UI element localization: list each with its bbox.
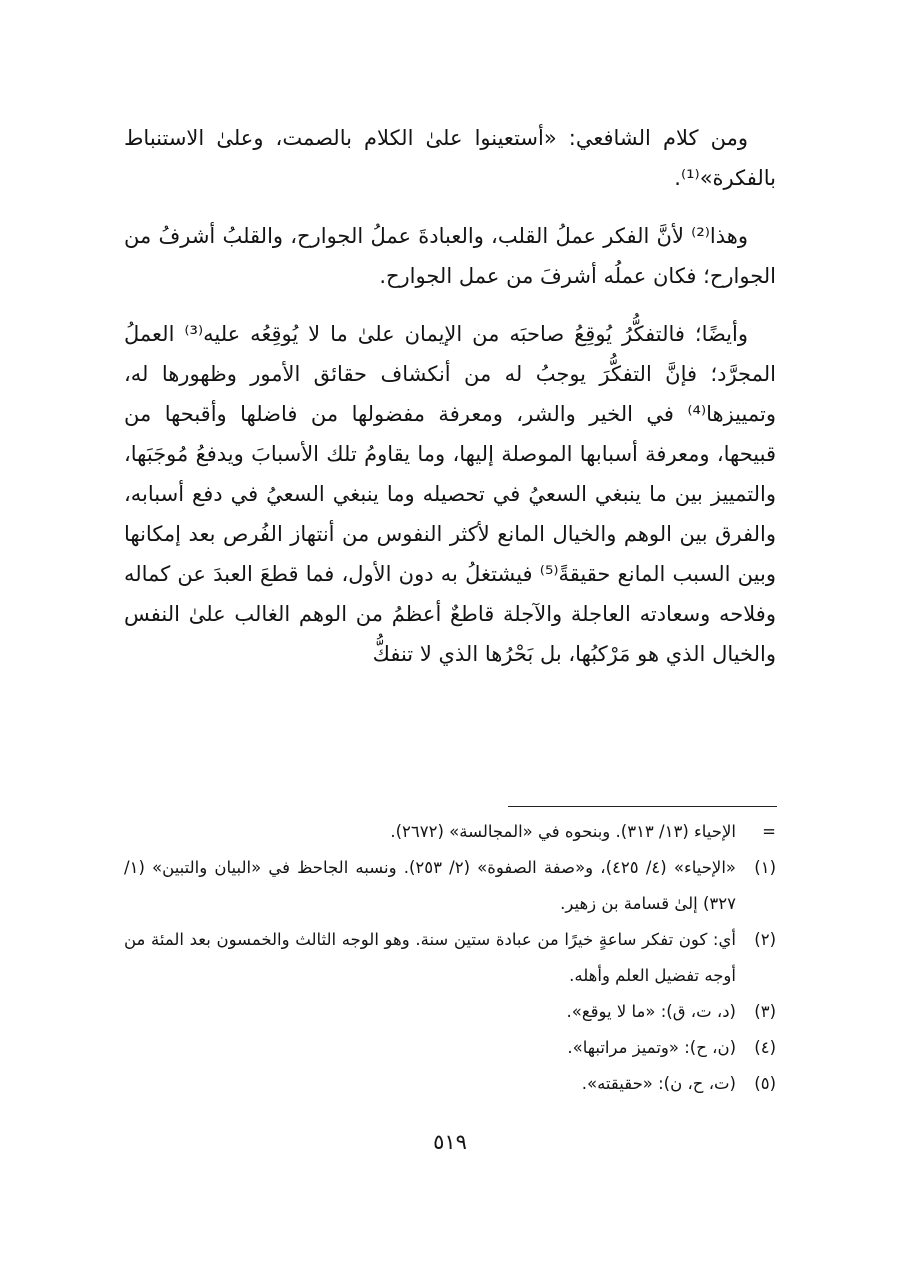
footnote-text: (د، ت، ق): «ما لا يوقع».: [566, 1002, 736, 1021]
footnotes: [124, 814, 776, 1102]
footnote-marker: =: [762, 822, 776, 841]
footnote-number: (٢): [754, 930, 776, 949]
page-number: ٥١٩: [433, 1130, 467, 1154]
footnote-number: (٤): [754, 1038, 776, 1057]
footnote-text: الإحياء (١٣/ ٣١٣). وبنحوه في «المجالسة» (٢٦٧٢).: [390, 822, 736, 841]
paragraph: وهذا⁽²⁾ لأنَّ الفكر عملُ القلب، والعبادةَ عملُ الجوارح، والقلبُ أشرفُ من الجوارح؛ فكان عملُه أشرفَ من عمل الجوارح.: [124, 224, 776, 288]
footnote-item: [124, 922, 776, 994]
footnote-item: [124, 1030, 776, 1066]
footnote-item: [124, 994, 776, 1030]
footnote-item: [124, 1066, 776, 1102]
footnote-continuation: [124, 814, 776, 850]
footnote-text: «الإحياء» (٤/ ٤٢٥)، و«صفة الصفوة» (٢/ ٢٥٣). ونسبه الجاحظ في «البيان والتبين» (١/ ٣٢٧) إلىٰ قسامة بن زهير.: [124, 858, 736, 913]
footnote-number: (٥): [754, 1074, 776, 1093]
footnote-number: (٣): [754, 1002, 776, 1021]
footnote-number: (١): [754, 858, 776, 877]
paragraph: وأيضًا؛ فالتفكُّرُ يُوقِعُ صاحبَه من الإيمان علىٰ ما لا يُوقِعُه عليه⁽³⁾ العملُ المجرَّد؛ فإنَّ التفكُّرَ يوجبُ له من أنكشاف حقائق الأمور وظهورها له، وتمييزها⁽⁴⁾ في الخير والشر، ومعرفة مفضولها من فاضلها وأقبحها من قبيحها، ومعرفة أسبابها الموصلة إليها، وما يقاومُ تلك الأسبابَ ويدفعُ مُوجَبَها، والتمييز بين ما ينبغي السعيُ في تحصيله وما ينبغي السعيُ في دفع أسبابه، والفرق بين الوهم والخيال المانع لأكثر النفوس من أنتهاز الفُرص بعد إمكانها وبين السبب المانع حقيقةً⁽⁵⁾ فيشتغلُ به دون الأول، فما قطعَ العبدَ عن كماله وفلاحه وسعادته العاجلة والآجلة قاطعٌ أعظمُ من الوهم الغالب علىٰ النفس والخيال الذي هو مَرْكبُها، بل بَحْرُها الذي لا تنفكُّ: [124, 322, 776, 666]
footnote-text: (ن، ح): «وتميز مراتبها».: [567, 1038, 736, 1057]
footnote-text: أي: كون تفكر ساعةٍ خيرًا من عبادة ستين سنة. وهو الوجه الثالث والخمسون بعد المئة من أوجه تفضيل العلم وأهله.: [124, 930, 736, 985]
footnote-separator: [508, 806, 777, 807]
footnote-text: (ت، ح، ن): «حقيقته».: [581, 1074, 736, 1093]
main-text: [124, 118, 776, 692]
footnote-item: [124, 850, 776, 922]
paragraph: ومن كلام الشافعي: «أستعينوا علىٰ الكلام بالصمت، وعلىٰ الاستنباط بالفكرة»⁽¹⁾.: [124, 126, 776, 190]
